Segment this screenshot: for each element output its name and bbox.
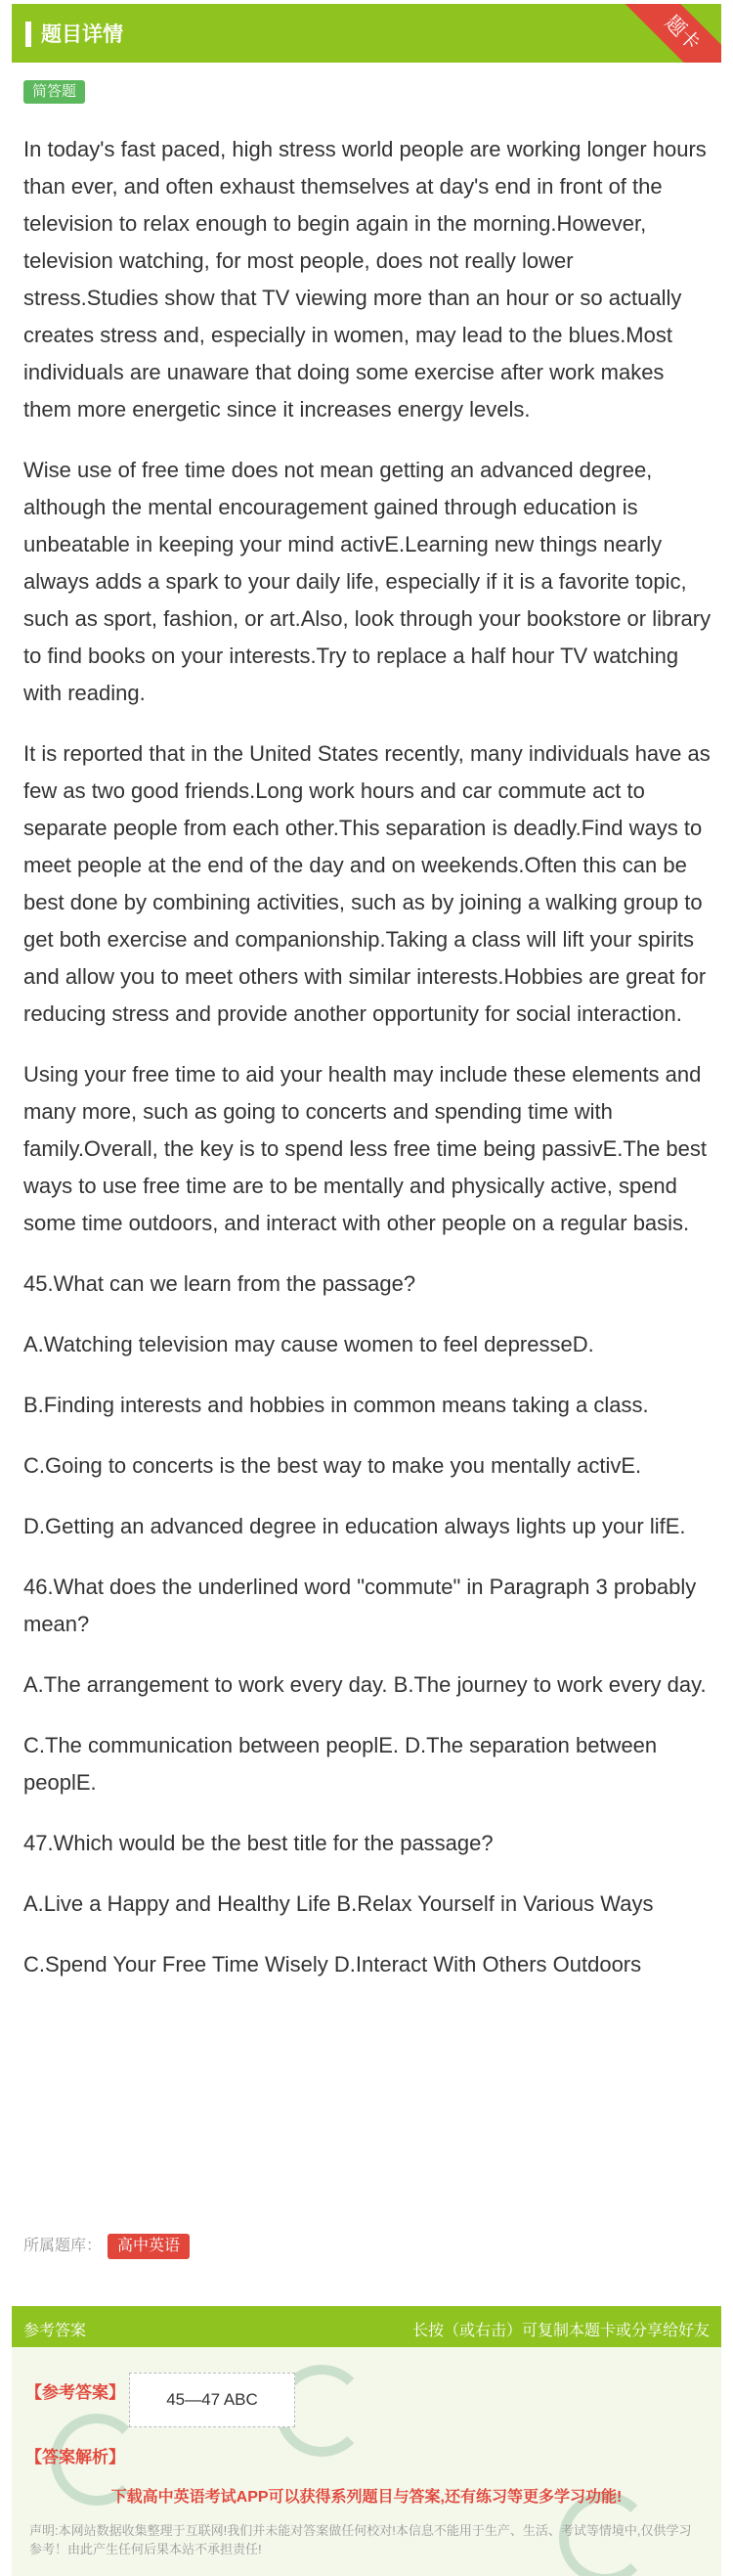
- answer-card[interactable]: [12, 2306, 721, 2576]
- question-bank-label: 所属题库：: [23, 2238, 103, 2254]
- answer-header: [12, 2306, 721, 2347]
- answer-share-hint: 长按（或右击）可复制本题卡或分享给好友: [411, 2323, 710, 2339]
- app-download-promo[interactable]: 下载高中英语考试APP可以获得系列题目与答案,还有练习等更多学习功能!: [110, 2489, 623, 2506]
- question-bank-info: [23, 2234, 190, 2259]
- options-47-ab: A.Live a Happy and Healthy Life B.Relax Yourself in Various Ways: [23, 1891, 654, 1916]
- disclaimer-text: 声明:本网站数据收集整理于互联网!我们并未能对答案做任何校对!本信息不能用于生产、生活、考试等情境中,仅供学习参考！由此产生任何后果本站不承担责任!: [29, 2523, 692, 2556]
- card-ribbon[interactable]: 题卡: [620, 4, 721, 63]
- question-46: 46.What does the underlined word "commute" in Paragraph 3 probably mean?: [23, 1575, 697, 1636]
- option-45-c: C.Going to concerts is the best way to make you mentally activE.: [23, 1453, 642, 1478]
- page-header: [12, 4, 721, 63]
- question-45: 45.What can we learn from the passage?: [23, 1271, 416, 1296]
- options-46-cd: C.The communication between peoplE. D.The separation between peoplE.: [23, 1733, 658, 1795]
- passage-paragraph-1: In today's fast paced, high stress world people are working longer hours than ever, and often exhaust themselves at day's end in front of the television to relax enough to begin again in the morning.However, television watching, for most people, does not really lower stress.Studies show that TV viewing more than an hour or so actually creates stress and, especially in women, may lead to the blues.Most individuals are unaware that doing some exercise after work makes them more energetic since it increases energy levels.: [23, 137, 707, 422]
- question-type-badge: 简答题: [23, 80, 85, 104]
- question-47: 47.Which would be the best title for the passage?: [23, 1831, 494, 1855]
- reference-answer-value: 45—47 ABC: [129, 2373, 295, 2427]
- reference-answer-label: 【参考答案】: [25, 2383, 125, 2402]
- passage-paragraph-4: Using your free time to aid your health may include these elements and many more, such as going to concerts and spending time with family.Overall, the key is to spend less free time being passivE.The best ways to use free time are to be mentally and physically active, spend some time outdoors, and interact with other people on a regular basis.: [23, 1062, 708, 1235]
- question-content: [23, 131, 711, 2007]
- options-47-cd: C.Spend Your Free Time Wisely D.Interact With Others Outdoors: [23, 1952, 642, 1976]
- passage-paragraph-3: It is reported that in the United States recently, many individuals have as few as two good friends.Long work hours and car commute act to separate people from each other.This separation is deadly.Find ways to meet people at the end of the day and on weekends.Often this can be best done by combining activities, such as by joining a walking group to get both exercise and companionship.Taking a class will lift your spirits and allow you to meet others with similar interests.Hobbies are great for reducing stress and provide another opportunity for social interaction.: [23, 741, 711, 1026]
- option-45-d: D.Getting an advanced degree in education always lights up your lifE.: [23, 1514, 686, 1538]
- option-45-b: B.Finding interests and hobbies in common means taking a class.: [23, 1393, 649, 1417]
- options-46-ab: A.The arrangement to work every day. B.The journey to work every day.: [23, 1672, 707, 1697]
- header-accent-bar: [25, 22, 31, 47]
- answer-analysis-label: 【答案解析】: [25, 2448, 125, 2466]
- answer-header-title: 参考答案: [23, 2323, 87, 2339]
- question-bank-badge[interactable]: 高中英语: [108, 2234, 190, 2259]
- passage-paragraph-2: Wise use of free time does not mean getting an advanced degree, although the mental encouragement gained through education is unbeatable in keeping your mind activE.Learning new things nearly always adds a spark to your daily life, especially if it is a favorite topic, such as sport, fashion, or art.Also, look through your bookstore or library to find books on your interests.Try to replace a half hour TV watching with reading.: [23, 458, 711, 705]
- option-45-a: A.Watching television may cause women to feel depresseD.: [23, 1332, 594, 1356]
- page-title: 题目详情: [41, 23, 123, 46]
